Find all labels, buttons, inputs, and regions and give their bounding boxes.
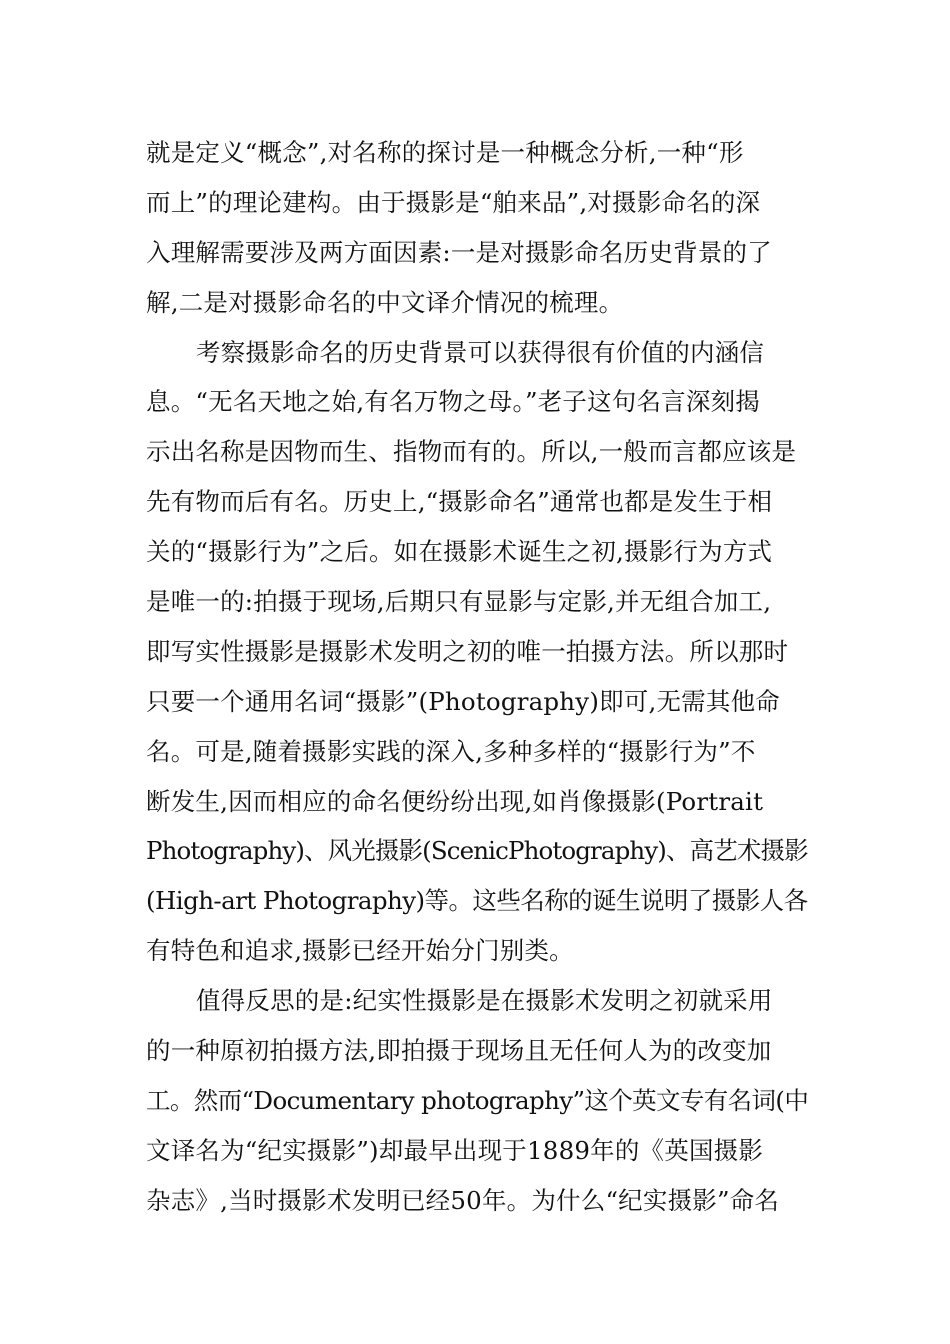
body-text [146, 128, 808, 1226]
text-line: 先有物而后有名。历史上,“摄影命名”通常也都是发生于相 [146, 487, 773, 517]
text-line: 入理解需要涉及两方面因素:一是对摄影命名历史背景的了 [146, 237, 772, 267]
paragraph [146, 328, 808, 977]
paragraph [146, 976, 808, 1225]
text-line: 名。可是,随着摄影实践的深入,多种多样的“摄影行为”不 [146, 736, 756, 766]
text-line: 文译名为“纪实摄影”)却最早出现于1889年的《英国摄影 [146, 1135, 764, 1165]
text-line: 有特色和追求,摄影已经开始分门别类。 [146, 936, 574, 966]
text-line: 解,二是对摄影命名的中文译介情况的梳理。 [146, 287, 624, 317]
text-line: 只要一个通用名词“摄影”(Photography)即可,无需其他命 [146, 686, 780, 716]
text-line: 息。“无名天地之始,有名万物之母。”老子这句名言深刻揭 [146, 387, 760, 417]
text-line: 工。然而“Documentary photography”这个英文专有名词(中 [146, 1085, 809, 1115]
text-line: 即写实性摄影是摄影术发明之初的唯一拍摄方法。所以那时 [146, 636, 789, 666]
text-line: 的一种原初拍摄方法,即拍摄于现场且无任何人为的改变加 [146, 1036, 772, 1066]
text-line: 考察摄影命名的历史背景可以获得很有价值的内涵信 [196, 337, 765, 367]
text-line: 关的“摄影行为”之后。如在摄影术诞生之初,摄影行为方式 [146, 537, 773, 567]
text-line: 是唯一的:拍摄于现场,后期只有显影与定影,并无组合加工, [146, 587, 772, 617]
text-line: 杂志》,当时摄影术发明已经50年。为什么“纪实摄影”命名 [146, 1185, 780, 1215]
text-line: 断发生,因而相应的命名便纷纷出现,如肖像摄影(Portrait [146, 786, 764, 816]
text-line: Photography)、风光摄影(ScenicPhotography)、高艺术摄影 [146, 836, 808, 866]
paragraph [146, 128, 808, 328]
text-line: 值得反思的是:纪实性摄影是在摄影术发明之初就采用 [196, 986, 773, 1016]
text-line: 示出名称是因物而生、指物而有的。所以,一般而言都应该是 [146, 437, 797, 467]
text-line: 而上”的理论建构。由于摄影是“舶来品”,对摄影命名的深 [146, 187, 761, 217]
text-line: (High-art Photography)等。这些名称的诞生说明了摄影人各 [146, 886, 808, 916]
text-line: 就是定义“概念”,对名称的探讨是一种概念分析,一种“形 [146, 138, 744, 167]
